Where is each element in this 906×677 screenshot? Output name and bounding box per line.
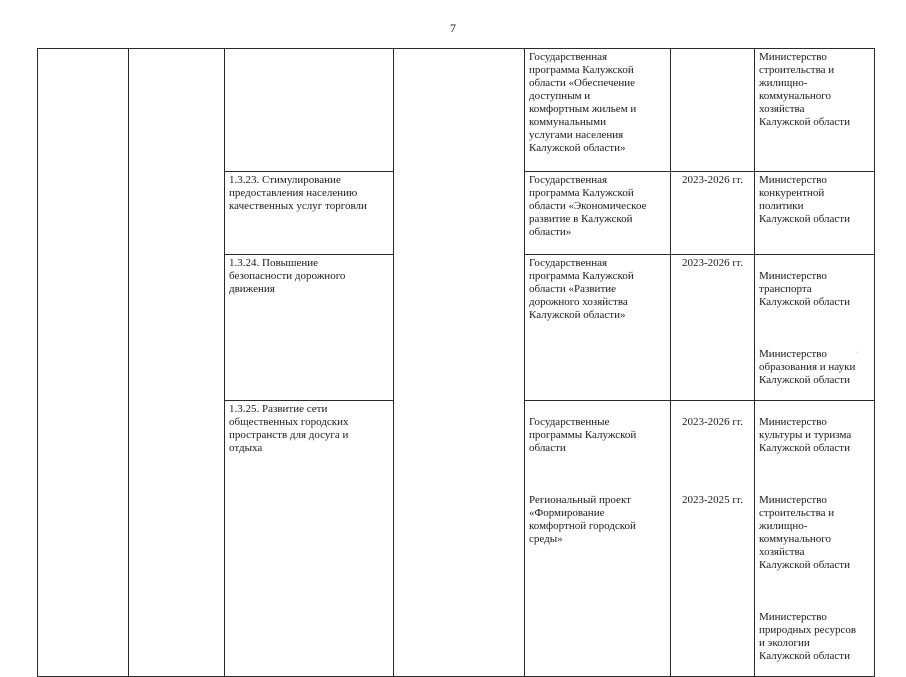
executor-cell [755, 401, 875, 677]
scan-speck: · [856, 350, 858, 356]
paragraph-gap [759, 468, 870, 481]
empty-column-cell [394, 49, 525, 677]
measure-cell: 1.3.23. Стимулирование предоставления населению качественных услуг торговли [225, 172, 394, 255]
program-text: Государственные программы Калужской области [529, 416, 637, 454]
program-text: Государственная программа Калужской области «Обеспечение доступным и комфортным жильем и коммунальными услугами населения Калужской области» [529, 51, 637, 154]
executor-text: Министерство строительства и жилищно- коммунального хозяйства Калужской области [759, 51, 850, 128]
period-text: 2023-2025 гг. [682, 494, 743, 506]
paragraph-gap [675, 442, 750, 481]
period-text: 2023-2026 гг. [682, 174, 743, 186]
period-cell [671, 172, 755, 255]
executor-cell [755, 49, 875, 172]
paragraph-gap [759, 322, 870, 335]
period-cell [671, 401, 755, 677]
program-cell [525, 49, 671, 172]
page-number: 7 [450, 21, 456, 35]
executor-text: Министерство образования и науки Калужской области [759, 348, 856, 386]
executor-text: Министерство транспорта Калужской области [759, 270, 850, 308]
executor-text: Министерство культуры и туризма Калужской области [759, 416, 852, 454]
period-text: 2023-2026 гг. [682, 257, 743, 269]
paragraph-gap [529, 468, 666, 481]
executor-cell [755, 255, 875, 401]
measures-table [37, 48, 875, 677]
period-text: 2023-2026 гг. [682, 416, 743, 428]
program-cell [525, 401, 671, 677]
executor-text: Министерство строительства и жилищно- коммунального хозяйства Калужской области [759, 494, 850, 571]
measure-cell [225, 49, 394, 172]
period-cell [671, 49, 755, 172]
period-cell [671, 255, 755, 401]
program-cell [525, 172, 671, 255]
empty-column-cell [129, 49, 225, 677]
executor-text: Министерство конкурентной политики Калужской области [759, 174, 850, 225]
measure-cell: 1.3.25. Развитие сети общественных городских пространств для досуга и отдыха [225, 401, 394, 677]
executor-cell [755, 172, 875, 255]
table-row [38, 49, 875, 172]
program-cell [525, 255, 671, 401]
measure-cell: 1.3.24. Повышение безопасности дорожного движения [225, 255, 394, 401]
program-text: Государственная программа Калужской области «Развитие дорожного хозяйства Калужской области» [529, 257, 634, 321]
paragraph-gap [759, 585, 870, 598]
executor-text: Министерство природных ресурсов и экологии Калужской области [759, 611, 857, 662]
program-text: Государственная программа Калужской области «Экономическое развитие в Калужской области» [529, 174, 647, 238]
program-text: Региональный проект «Формирование комфортной городской среды» [529, 494, 636, 545]
empty-column-cell [38, 49, 129, 677]
